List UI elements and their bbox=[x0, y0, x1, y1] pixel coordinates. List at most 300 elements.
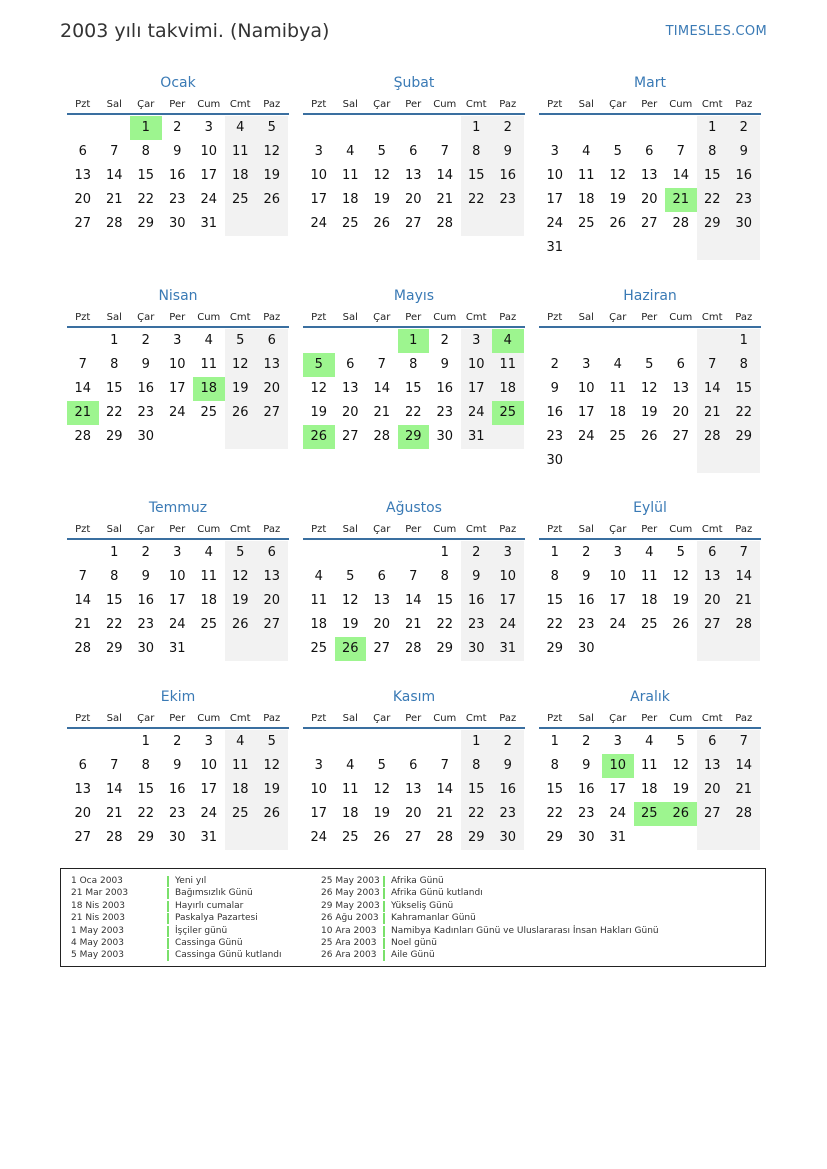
weekday-header bbox=[539, 709, 761, 729]
day-cell: 29 bbox=[697, 212, 729, 236]
day-cell: 22 bbox=[105, 617, 123, 632]
month-name: Aralık bbox=[630, 689, 670, 705]
day-cell: 2 bbox=[141, 545, 150, 560]
holiday-day-cell: 25 bbox=[634, 802, 666, 826]
day-cell: 9 bbox=[582, 569, 591, 584]
day-cell: 24 bbox=[609, 617, 627, 632]
legend-row bbox=[321, 949, 659, 961]
day-cell: 16 bbox=[492, 164, 524, 188]
month-name: Ekim bbox=[160, 689, 196, 705]
weekday-label: Pzt bbox=[75, 712, 91, 724]
day-cell: 22 bbox=[546, 806, 564, 821]
legend-row bbox=[71, 900, 282, 912]
day-cell: 10 bbox=[461, 353, 493, 377]
day-cell: 24 bbox=[609, 806, 627, 821]
day-cell: 28 bbox=[436, 216, 454, 231]
day-cell: 19 bbox=[373, 192, 391, 207]
day-cell: 22 bbox=[461, 802, 493, 826]
empty-cell bbox=[162, 425, 194, 449]
day-cell: 19 bbox=[640, 405, 658, 420]
legend-row bbox=[321, 937, 659, 949]
weekday-label: Per bbox=[405, 311, 422, 323]
holiday-date: 26 May 2003 bbox=[321, 888, 380, 899]
empty-cell bbox=[571, 236, 603, 260]
day-cell: 31 bbox=[200, 830, 218, 845]
day-cell: 3 bbox=[173, 545, 182, 560]
day-cell: 17 bbox=[577, 405, 595, 420]
weekday-label: Cum bbox=[433, 712, 457, 724]
day-cell: 14 bbox=[436, 168, 454, 183]
day-cell: 24 bbox=[310, 830, 328, 845]
day-grid bbox=[67, 115, 289, 236]
day-cell: 13 bbox=[697, 754, 729, 778]
holiday-date: 26 Ağu 2003 bbox=[321, 913, 379, 924]
empty-cell bbox=[665, 236, 697, 260]
day-cell: 13 bbox=[256, 353, 288, 377]
legend-row bbox=[71, 912, 282, 924]
day-cell: 27 bbox=[672, 429, 690, 444]
day-cell: 30 bbox=[577, 830, 595, 845]
weekday-label: Sal bbox=[106, 712, 122, 724]
day-cell: 17 bbox=[546, 192, 564, 207]
holiday-date: 5 May 2003 bbox=[71, 950, 124, 961]
day-cell: 27 bbox=[341, 429, 359, 444]
day-cell: 18 bbox=[640, 782, 658, 797]
weekday-label: Cmt bbox=[465, 311, 487, 323]
weekday-label: Pzt bbox=[75, 98, 91, 110]
day-cell: 11 bbox=[341, 782, 359, 797]
day-grid bbox=[303, 328, 525, 449]
day-cell: 11 bbox=[609, 381, 627, 396]
legend-column-right bbox=[321, 875, 659, 962]
weekday-label: Pzt bbox=[547, 712, 563, 724]
holiday-marker bbox=[167, 926, 169, 937]
weekday-label: Sal bbox=[342, 523, 358, 535]
day-cell: 17 bbox=[609, 593, 627, 608]
day-cell: 25 bbox=[609, 429, 627, 444]
day-cell: 30 bbox=[436, 429, 454, 444]
weekday-label: Per bbox=[641, 311, 658, 323]
day-cell: 16 bbox=[137, 381, 155, 396]
day-cell: 13 bbox=[74, 168, 92, 183]
month-name: Mart bbox=[634, 75, 666, 91]
day-cell: 12 bbox=[225, 353, 257, 377]
empty-cell bbox=[728, 637, 760, 661]
day-cell: 29 bbox=[105, 429, 123, 444]
day-cell: 11 bbox=[640, 758, 658, 773]
day-cell: 17 bbox=[168, 381, 186, 396]
day-cell: 3 bbox=[613, 734, 622, 749]
day-cell: 6 bbox=[676, 357, 685, 372]
legend-row bbox=[321, 925, 659, 937]
day-cell: 15 bbox=[697, 164, 729, 188]
weekday-label: Cum bbox=[433, 98, 457, 110]
day-cell: 13 bbox=[373, 593, 391, 608]
day-cell: 4 bbox=[314, 569, 323, 584]
day-cell: 3 bbox=[613, 545, 622, 560]
day-cell: 20 bbox=[341, 405, 359, 420]
weekday-label: Cum bbox=[433, 523, 457, 535]
legend-column-left bbox=[71, 875, 282, 962]
day-grid bbox=[67, 729, 289, 850]
day-cell: 28 bbox=[436, 830, 454, 845]
day-cell: 20 bbox=[697, 778, 729, 802]
holiday-name: Namibya Kadınları Günü ve Uluslararası İnsan Hakları Günü bbox=[391, 925, 659, 936]
day-cell: 5 bbox=[377, 144, 386, 159]
legend-row bbox=[71, 949, 282, 961]
month-1 bbox=[67, 71, 289, 236]
day-cell: 7 bbox=[440, 144, 449, 159]
weekday-label: Paz bbox=[499, 523, 517, 535]
weekday-header bbox=[539, 308, 761, 328]
day-cell: 16 bbox=[577, 782, 595, 797]
day-cell: 3 bbox=[204, 120, 213, 135]
empty-cell bbox=[67, 541, 99, 565]
weekday-label: Paz bbox=[735, 712, 753, 724]
holiday-day-cell: 26 bbox=[303, 425, 335, 449]
day-cell: 24 bbox=[310, 216, 328, 231]
day-cell: 6 bbox=[377, 569, 386, 584]
day-cell: 16 bbox=[546, 405, 564, 420]
day-cell: 10 bbox=[492, 565, 524, 589]
day-cell: 14 bbox=[373, 381, 391, 396]
day-cell: 8 bbox=[697, 140, 729, 164]
weekday-label: Cmt bbox=[701, 523, 723, 535]
day-cell: 29 bbox=[137, 830, 155, 845]
month-name: Nisan bbox=[158, 288, 198, 304]
day-cell: 26 bbox=[256, 188, 288, 212]
weekday-label: Cmt bbox=[229, 311, 251, 323]
day-cell: 2 bbox=[550, 357, 559, 372]
day-cell: 23 bbox=[137, 405, 155, 420]
day-cell: 3 bbox=[314, 758, 323, 773]
day-cell: 22 bbox=[546, 617, 564, 632]
weekday-label: Çar bbox=[137, 311, 155, 323]
day-cell: 16 bbox=[577, 593, 595, 608]
month-name: Kasım bbox=[392, 689, 436, 705]
day-cell: 12 bbox=[256, 140, 288, 164]
holiday-name: Cassinga Günü bbox=[175, 937, 243, 948]
day-cell: 28 bbox=[74, 429, 92, 444]
day-cell: 31 bbox=[609, 830, 627, 845]
day-cell: 22 bbox=[404, 405, 422, 420]
month-name: Şubat bbox=[393, 75, 435, 91]
empty-cell bbox=[697, 236, 729, 260]
day-cell: 7 bbox=[697, 353, 729, 377]
weekday-header bbox=[539, 95, 761, 115]
day-cell: 5 bbox=[377, 758, 386, 773]
month-6 bbox=[539, 284, 761, 473]
day-cell: 15 bbox=[461, 164, 493, 188]
weekday-label: Çar bbox=[373, 98, 391, 110]
weekday-label: Cmt bbox=[701, 712, 723, 724]
holiday-legend bbox=[60, 868, 766, 967]
month-12 bbox=[539, 685, 761, 850]
day-cell: 24 bbox=[492, 613, 524, 637]
weekday-label: Cum bbox=[669, 712, 693, 724]
empty-cell bbox=[634, 116, 666, 140]
holiday-marker bbox=[383, 913, 385, 924]
empty-cell bbox=[728, 826, 760, 850]
day-cell: 18 bbox=[577, 192, 595, 207]
day-cell: 2 bbox=[461, 541, 493, 565]
day-cell: 15 bbox=[137, 782, 155, 797]
day-cell: 24 bbox=[461, 401, 493, 425]
day-cell: 19 bbox=[672, 782, 690, 797]
day-cell: 25 bbox=[341, 830, 359, 845]
day-cell: 10 bbox=[310, 168, 328, 183]
day-cell: 24 bbox=[168, 617, 186, 632]
weekday-label: Çar bbox=[373, 712, 391, 724]
day-cell: 12 bbox=[310, 381, 328, 396]
month-name: Haziran bbox=[623, 288, 677, 304]
holiday-name: Afrika Günü kutlandı bbox=[391, 888, 483, 899]
day-cell: 16 bbox=[137, 593, 155, 608]
holiday-day-cell: 10 bbox=[602, 754, 634, 778]
empty-cell bbox=[697, 449, 729, 473]
holiday-day-cell: 1 bbox=[130, 116, 162, 140]
day-cell: 11 bbox=[577, 168, 595, 183]
empty-cell bbox=[99, 116, 131, 140]
empty-cell bbox=[634, 449, 666, 473]
holiday-marker bbox=[167, 901, 169, 912]
day-cell: 21 bbox=[373, 405, 391, 420]
day-cell: 10 bbox=[546, 168, 564, 183]
day-cell: 5 bbox=[256, 730, 288, 754]
empty-cell bbox=[697, 637, 729, 661]
weekday-label: Sal bbox=[578, 712, 594, 724]
day-cell: 23 bbox=[492, 802, 524, 826]
day-cell: 31 bbox=[546, 240, 564, 255]
holiday-date: 4 May 2003 bbox=[71, 937, 124, 948]
day-cell: 10 bbox=[609, 569, 627, 584]
day-cell: 29 bbox=[461, 826, 493, 850]
weekday-label: Cmt bbox=[229, 523, 251, 535]
day-cell: 8 bbox=[141, 144, 150, 159]
weekday-label: Çar bbox=[137, 712, 155, 724]
holiday-marker bbox=[167, 950, 169, 961]
empty-cell bbox=[602, 329, 634, 353]
weekday-label: Paz bbox=[263, 311, 281, 323]
weekday-header bbox=[67, 308, 289, 328]
day-cell: 4 bbox=[582, 144, 591, 159]
empty-cell bbox=[225, 212, 257, 236]
empty-cell bbox=[398, 541, 430, 565]
day-cell: 12 bbox=[341, 593, 359, 608]
day-cell: 23 bbox=[728, 188, 760, 212]
day-cell: 17 bbox=[310, 192, 328, 207]
day-cell: 21 bbox=[728, 589, 760, 613]
empty-cell bbox=[697, 826, 729, 850]
day-cell: 5 bbox=[225, 541, 257, 565]
day-cell: 14 bbox=[728, 754, 760, 778]
day-cell: 30 bbox=[546, 453, 564, 468]
day-cell: 29 bbox=[436, 641, 454, 656]
weekday-label: Sal bbox=[578, 311, 594, 323]
day-cell: 3 bbox=[461, 329, 493, 353]
day-cell: 28 bbox=[728, 613, 760, 637]
day-cell: 23 bbox=[168, 192, 186, 207]
day-cell: 9 bbox=[141, 357, 150, 372]
holiday-day-cell: 5 bbox=[303, 353, 335, 377]
weekday-label: Per bbox=[641, 523, 658, 535]
day-cell: 11 bbox=[200, 569, 218, 584]
day-cell: 26 bbox=[373, 830, 391, 845]
holiday-name: Bağımsızlık Günü bbox=[175, 888, 253, 899]
day-cell: 26 bbox=[256, 802, 288, 826]
weekday-label: Per bbox=[169, 523, 186, 535]
holiday-day-cell: 25 bbox=[492, 401, 524, 425]
holiday-marker bbox=[167, 938, 169, 949]
day-cell: 24 bbox=[200, 192, 218, 207]
day-cell: 1 bbox=[110, 545, 119, 560]
empty-cell bbox=[571, 116, 603, 140]
day-cell: 30 bbox=[137, 429, 155, 444]
month-11 bbox=[303, 685, 525, 850]
day-cell: 14 bbox=[404, 593, 422, 608]
day-cell: 16 bbox=[492, 778, 524, 802]
weekday-label: Cmt bbox=[701, 98, 723, 110]
empty-cell bbox=[303, 730, 335, 754]
holiday-name: Yükseliş Günü bbox=[391, 900, 454, 911]
day-cell: 9 bbox=[173, 758, 182, 773]
weekday-label: Çar bbox=[137, 523, 155, 535]
day-cell: 11 bbox=[200, 357, 218, 372]
day-cell: 19 bbox=[256, 778, 288, 802]
day-cell: 18 bbox=[341, 192, 359, 207]
day-cell: 7 bbox=[78, 357, 87, 372]
day-cell: 18 bbox=[200, 593, 218, 608]
day-cell: 28 bbox=[404, 641, 422, 656]
day-cell: 13 bbox=[404, 168, 422, 183]
day-cell: 27 bbox=[74, 216, 92, 231]
empty-cell bbox=[665, 116, 697, 140]
empty-cell bbox=[728, 236, 760, 260]
day-cell: 24 bbox=[168, 405, 186, 420]
day-cell: 30 bbox=[577, 641, 595, 656]
day-cell: 25 bbox=[310, 641, 328, 656]
day-cell: 13 bbox=[697, 565, 729, 589]
day-cell: 28 bbox=[74, 641, 92, 656]
day-cell: 6 bbox=[256, 541, 288, 565]
day-cell: 25 bbox=[200, 617, 218, 632]
day-cell: 14 bbox=[697, 377, 729, 401]
weekday-label: Sal bbox=[578, 523, 594, 535]
weekday-label: Çar bbox=[609, 98, 627, 110]
empty-cell bbox=[697, 329, 729, 353]
day-cell: 28 bbox=[373, 429, 391, 444]
weekday-label: Pzt bbox=[311, 712, 327, 724]
legend-row bbox=[321, 900, 659, 912]
holiday-marker bbox=[383, 888, 385, 899]
holiday-name: Afrika Günü bbox=[391, 876, 444, 886]
weekday-label: Cmt bbox=[229, 98, 251, 110]
day-cell: 15 bbox=[105, 593, 123, 608]
holiday-name: Aile Günü bbox=[391, 950, 435, 961]
day-cell: 31 bbox=[200, 216, 218, 231]
legend-row bbox=[71, 875, 282, 887]
day-cell: 7 bbox=[409, 569, 418, 584]
day-cell: 25 bbox=[200, 405, 218, 420]
holiday-date: 21 Nis 2003 bbox=[71, 913, 125, 924]
weekday-label: Pzt bbox=[311, 523, 327, 535]
day-cell: 20 bbox=[373, 617, 391, 632]
holiday-name: Hayırlı cumalar bbox=[175, 900, 244, 911]
day-cell: 20 bbox=[74, 806, 92, 821]
weekday-label: Pzt bbox=[311, 98, 327, 110]
holiday-date: 25 Ara 2003 bbox=[321, 937, 377, 948]
day-cell: 8 bbox=[728, 353, 760, 377]
empty-cell bbox=[256, 637, 288, 661]
weekday-header bbox=[539, 520, 761, 540]
day-cell: 19 bbox=[225, 589, 257, 613]
empty-cell bbox=[571, 329, 603, 353]
brand-link[interactable]: TIMESLES.COM bbox=[665, 24, 767, 39]
day-cell: 5 bbox=[256, 116, 288, 140]
day-cell: 1 bbox=[728, 329, 760, 353]
day-cell: 23 bbox=[168, 806, 186, 821]
day-cell: 12 bbox=[225, 565, 257, 589]
day-cell: 21 bbox=[105, 806, 123, 821]
day-cell: 12 bbox=[672, 569, 690, 584]
weekday-label: Sal bbox=[106, 523, 122, 535]
day-cell: 11 bbox=[225, 754, 257, 778]
empty-cell bbox=[366, 329, 398, 353]
month-8 bbox=[303, 496, 525, 661]
day-cell: 25 bbox=[640, 617, 658, 632]
day-cell: 17 bbox=[609, 782, 627, 797]
month-name: Eylül bbox=[633, 500, 667, 516]
day-cell: 11 bbox=[492, 353, 524, 377]
day-cell: 8 bbox=[550, 569, 559, 584]
holiday-marker bbox=[167, 913, 169, 924]
day-cell: 7 bbox=[377, 357, 386, 372]
day-cell: 29 bbox=[105, 641, 123, 656]
day-cell: 21 bbox=[728, 778, 760, 802]
day-cell: 21 bbox=[697, 401, 729, 425]
day-cell: 15 bbox=[404, 381, 422, 396]
day-cell: 16 bbox=[728, 164, 760, 188]
weekday-label: Paz bbox=[735, 523, 753, 535]
holiday-day-cell: 21 bbox=[67, 401, 99, 425]
day-cell: 2 bbox=[173, 734, 182, 749]
empty-cell bbox=[602, 637, 634, 661]
day-cell: 14 bbox=[672, 168, 690, 183]
day-cell: 2 bbox=[173, 120, 182, 135]
weekday-label: Per bbox=[405, 523, 422, 535]
day-cell: 27 bbox=[697, 802, 729, 826]
weekday-label: Paz bbox=[263, 98, 281, 110]
holiday-name: Paskalya Pazartesi bbox=[175, 913, 258, 924]
empty-cell bbox=[366, 730, 398, 754]
day-cell: 24 bbox=[546, 216, 564, 231]
day-cell: 17 bbox=[310, 806, 328, 821]
weekday-label: Pzt bbox=[75, 311, 91, 323]
weekday-label: Per bbox=[641, 712, 658, 724]
day-grid bbox=[303, 729, 525, 850]
day-cell: 28 bbox=[105, 830, 123, 845]
month-name: Mayıs bbox=[393, 288, 435, 304]
holiday-name: İşçiler günü bbox=[175, 925, 228, 936]
weekday-label: Pzt bbox=[547, 311, 563, 323]
day-cell: 24 bbox=[200, 806, 218, 821]
weekday-label: Çar bbox=[609, 311, 627, 323]
weekday-label: Pzt bbox=[75, 523, 91, 535]
day-cell: 6 bbox=[409, 758, 418, 773]
holiday-date: 21 Mar 2003 bbox=[71, 888, 129, 899]
day-cell: 5 bbox=[613, 144, 622, 159]
day-cell: 21 bbox=[436, 192, 454, 207]
